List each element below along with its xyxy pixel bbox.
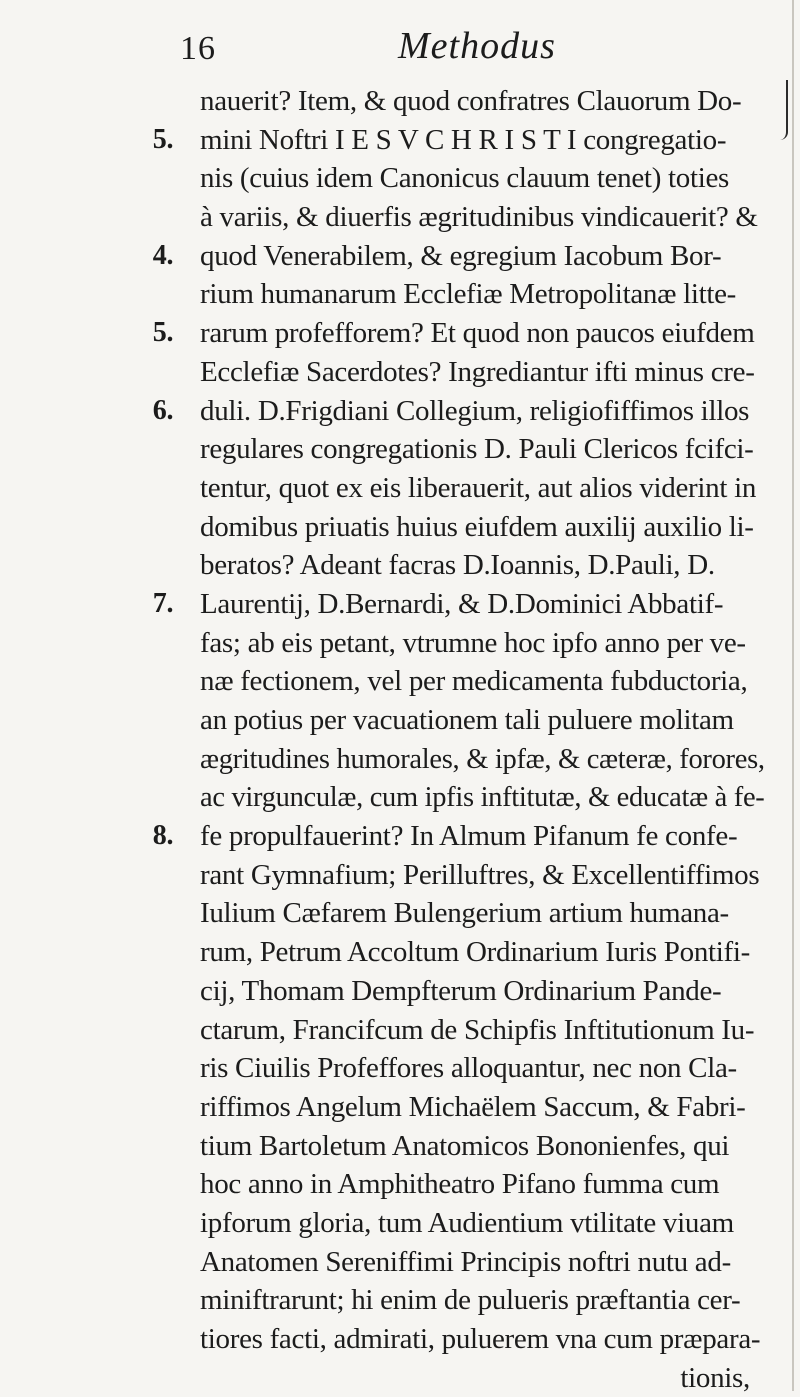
line-text: mini Noftri I E S V C H R I S T I congregatio-: [200, 123, 727, 156]
text-line: [152, 314, 780, 353]
line-text: fe propulfauerint? In Almum Pifanum fe confe-: [200, 820, 738, 853]
line-text: Iulium Cæfarem Bulengerium artium humana-: [200, 897, 729, 930]
text-line: [200, 1320, 780, 1359]
line-text: miniftrarunt; hi enim de pulueris præftantia cer-: [200, 1284, 741, 1317]
line-text: ægritudines humorales, & ipfæ, & cæteræ, forores,: [200, 743, 765, 775]
text-line: [200, 159, 780, 198]
margin-number: 6.: [152, 394, 174, 426]
text-line: [200, 1088, 780, 1127]
line-text: Ecclefiæ Sacerdotes? Ingrediantur ifti minus cre-: [200, 355, 755, 388]
line-text: rarum profefforem? Et quod non paucos eiufdem: [200, 317, 755, 350]
line-text: hoc anno in Amphitheatro Pifano fumma cum: [200, 1168, 720, 1201]
margin-number: 5.: [152, 123, 174, 155]
line-text: beratos? Adeant facras D.Ioannis, D.Pauli, D.: [200, 549, 715, 582]
line-text: ipforum gloria, tum Audientium vtilitate viuam: [200, 1206, 734, 1239]
line-text: tium Bartoletum Anatomicos Bononienfes, qui: [200, 1129, 730, 1162]
line-text: rium humanarum Ecclefiæ Metropolitanæ litte-: [200, 278, 737, 311]
text-line: [200, 740, 780, 779]
line-text: rum, Petrum Accoltum Ordinarium Iuris Pontifi-: [200, 936, 751, 969]
line-text: tentur, quot ex eis liberauerit, aut alios viderint in: [200, 471, 757, 504]
line-text: cij, Thomam Dempfterum Ordinarium Pande-: [200, 974, 722, 1007]
line-text: næ fectionem, vel per medicamenta fubductoria,: [200, 665, 748, 698]
running-title: Methodus: [398, 25, 556, 67]
text-line: [152, 585, 780, 624]
text-line: [152, 817, 780, 856]
text-line: [200, 198, 780, 237]
line-text: fas; ab eis petant, vtrumne hoc ipfo anno per ve-: [200, 626, 746, 659]
line-text: ctarum, Francifcum de Schipfis Inftitutionum Iu-: [200, 1013, 755, 1046]
line-text: riffimos Angelum Michaëlem Saccum, & Fabri-: [200, 1090, 746, 1123]
text-line: [200, 894, 780, 933]
line-text: nis (cuius idem Canonicus clauum tenet) toties: [200, 162, 730, 195]
page-header: [0, 22, 800, 72]
text-line: [200, 1127, 780, 1166]
margin-number: 5.: [152, 317, 174, 349]
text-line: [200, 1049, 780, 1088]
text-line: [200, 624, 780, 663]
line-text: Laurentij, D.Bernardi, & D.Dominici Abbatif-: [200, 587, 724, 620]
text-line: [200, 430, 780, 469]
text-line: [200, 82, 780, 121]
text-line: [200, 1359, 780, 1397]
page-number: 16: [180, 30, 216, 67]
line-text: Anatomen Sereniffimi Principis noftri nutu ad-: [200, 1245, 731, 1278]
margin-number: 4.: [152, 239, 174, 271]
text-line: [200, 1243, 780, 1282]
line-text: ac virgunculæ, cum ipfis inftitutæ, & educatæ à fe-: [200, 782, 765, 814]
line-text: quod Venerabilem, & egregium Iacobum Bor-: [200, 239, 722, 272]
text-line: [200, 778, 780, 817]
text-line: [200, 546, 780, 585]
text-line: [200, 469, 780, 508]
text-line: [200, 972, 780, 1011]
body-text: [152, 82, 780, 1397]
text-line: [200, 1011, 780, 1050]
line-text: an potius per vacuationem tali puluere molitam: [200, 704, 734, 736]
text-line: [200, 1204, 780, 1243]
text-line: [200, 275, 780, 314]
text-line: [200, 1281, 780, 1320]
line-text: regulares congregationis D. Pauli Clericos fcifci-: [200, 433, 754, 466]
line-text: nauerit? Item, & quod confratres Clauorum Do-: [200, 85, 742, 117]
text-line: [200, 856, 780, 895]
line-text: rant Gymnafium; Perilluftres, & Excellentiffimos: [200, 858, 760, 891]
text-line: [152, 237, 780, 276]
text-line: [200, 1165, 780, 1204]
line-text: domibus priuatis huius eiufdem auxilij auxilio li-: [200, 510, 754, 543]
line-text: ris Ciuilis Profeffores alloquantur, nec non Cla-: [200, 1052, 737, 1085]
text-line: [152, 392, 780, 431]
text-line: [200, 933, 780, 972]
margin-number: 7.: [152, 587, 174, 619]
text-line: [152, 121, 780, 160]
page-fold-mark: [774, 80, 788, 140]
text-line: [200, 508, 780, 547]
page-edge: [792, 0, 794, 1391]
line-text: tiores facti, admirati, puluerem vna cum præpara-: [200, 1323, 761, 1355]
text-line: [200, 701, 780, 740]
line-text: à variis, & diuerfis ægritudinibus vindicauerit? &: [200, 201, 758, 234]
margin-number: 8.: [152, 820, 174, 852]
line-text: duli. D.Frigdiani Collegium, religiofiffimos illos: [200, 394, 750, 427]
line-text: tionis,: [680, 1361, 750, 1394]
text-line: [200, 353, 780, 392]
text-line: [200, 662, 780, 701]
